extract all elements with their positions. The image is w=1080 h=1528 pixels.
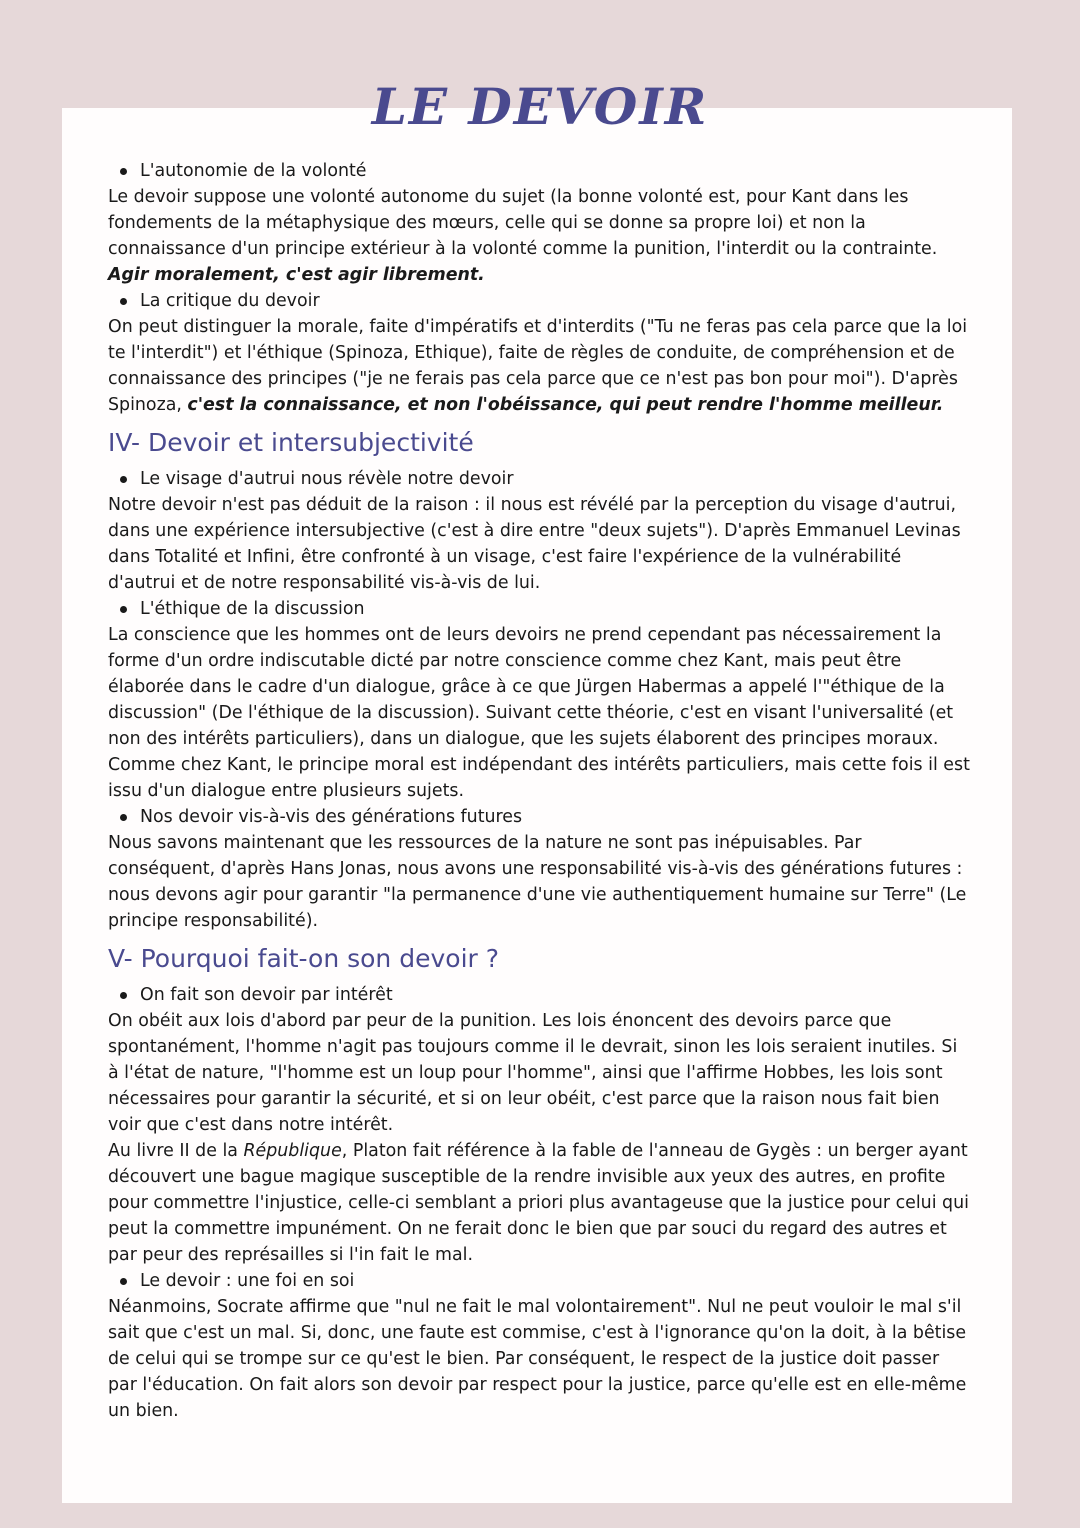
paragraph-text: Le devoir suppose une volonté autonome du sujet (la bonne volonté est, pour Kant dans les fondements de la métaphysique des mœurs, celle qui se donne sa propre loi) et non la connaissance d'un principe extérieur à la volonté comme la punition, l'interdit ou la contrainte. xyxy=(108,187,938,259)
paragraph-interet: On obéit aux lois d'abord par peur de la punition. Les lois énoncent des devoirs parce que spontanément, l'homme n'agit pas toujours comme il le devrait, sinon les lois seraient inutiles. Si à l'état de nature, "l'homme est un loup pour l'homme", ainsi que l'affirme Hobbes, les lois sont nécessaires pour garantir la sécurité, et si on leur obéit, c'est parce que la raison nous fait bien voir que c'est dans notre intérêt. xyxy=(108,1011,958,1135)
paragraph-visage: Notre devoir n'est pas déduit de la raison : il nous est révélé par la perception du visage d'autrui, dans une expérience intersubjective (c'est à dire entre "deux sujets"). D'après Emmanuel Levinas dans Totalité et Infini, être confronté à un visage, c'est faire l'expérience de la vulnérabilité d'autrui et de notre responsabilité vis-à-vis de lui. xyxy=(108,495,961,593)
bullet-critique: La critique du devoir xyxy=(108,288,970,314)
paragraph-discussion: La conscience que les hommes ont de leurs devoirs ne prend cependant pas nécessairement la forme d'un ordre indiscutable dicté par notre conscience comme chez Kant, mais peut être élaborée dans le cadre d'un dialogue, grâce à ce que Jürgen Habermas a appelé l'"éthique de la discussion" (De l'éthique de la discussion). Suivant cette théorie, c'est en visant l'universalité (et non des intérêts particuliers), dans un dialogue, que les sujets élaborent des principes moraux. Comme chez Kant, le principe moral est indépendant des intérêts particuliers, mais cette fois il est issu d'un dialogue entre plusieurs sujets. xyxy=(108,625,970,801)
emphasis-text: c'est la connaissance, et non l'obéissance, qui peut rendre l'homme meilleur. xyxy=(187,395,944,415)
bullet-interet: On fait son devoir par intérêt xyxy=(108,982,970,1008)
paragraph-text: , Platon fait référence à la fable de l'anneau de Gygès : un berger ayant découvert une bague magique susceptible de la rendre invisible aux yeux des autres, en profite pour commettre l'injustice, celle-ci semblant a priori plus avantageuse que la justice pour celui qui peut la commettre impunément. On ne ferait donc le bien que par souci du regard des autres et par peur des représailles si l'in fait le mal. xyxy=(108,1141,969,1265)
paragraph-autonomie xyxy=(108,184,970,288)
bullet-discussion: L'éthique de la discussion xyxy=(108,596,970,622)
emphasis-text: Agir moralement, c'est agir librement. xyxy=(108,265,485,285)
page-title: LE DEVOIR xyxy=(371,77,709,136)
bullet-visage: Le visage d'autrui nous révèle notre devoir xyxy=(108,466,970,492)
bullet-foi: Le devoir : une foi en soi xyxy=(108,1268,970,1294)
paragraph-text: Au livre II de la xyxy=(108,1141,244,1161)
paragraph-text: On peut distinguer la morale, faite d'impératifs et d'interdits ("Tu ne feras pas cela parce que la loi te l'interdit") et l'éthique (Spinoza, Ethique), faite de règles de conduite, de compréhension et de connaissance des principes ("je ne ferais pas cela parce que ce n'est pas bon pour moi"). D'après Spinoza, xyxy=(108,317,968,415)
paragraph-critique xyxy=(108,314,970,418)
bullet-generations: Nos devoir vis-à-vis des générations futures xyxy=(108,804,970,830)
document-body xyxy=(108,158,970,1424)
bullet-autonomie: L'autonomie de la volonté xyxy=(108,158,970,184)
paragraph-socrate: Néanmoins, Socrate affirme que "nul ne fait le mal volontairement". Nul ne peut vouloir le mal s'il sait que c'est un mal. Si, donc, une faute est commise, c'est à l'ignorance qu'on la doit, à la bêtise de celui qui se trompe sur ce qu'est le bien. Par conséquent, le respect de la justice doit passer par l'éducation. On fait alors son devoir par respect pour la justice, parce qu'elle est en elle-même un bien. xyxy=(108,1297,967,1421)
section-heading-v: V- Pourquoi fait-on son devoir ? xyxy=(108,944,500,973)
section-heading-iv: IV- Devoir et intersubjectivité xyxy=(108,428,474,457)
paragraph-gyges xyxy=(108,1138,970,1268)
book-title: République xyxy=(243,1141,342,1161)
paragraph-generations: Nous savons maintenant que les ressources de la nature ne sont pas inépuisables. Par conséquent, d'après Hans Jonas, nous avons une responsabilité vis-à-vis des générations futures : nous devons agir pour garantir "la permanence d'une vie authentiquement humaine sur Terre" (Le principe responsabilité). xyxy=(108,833,967,931)
